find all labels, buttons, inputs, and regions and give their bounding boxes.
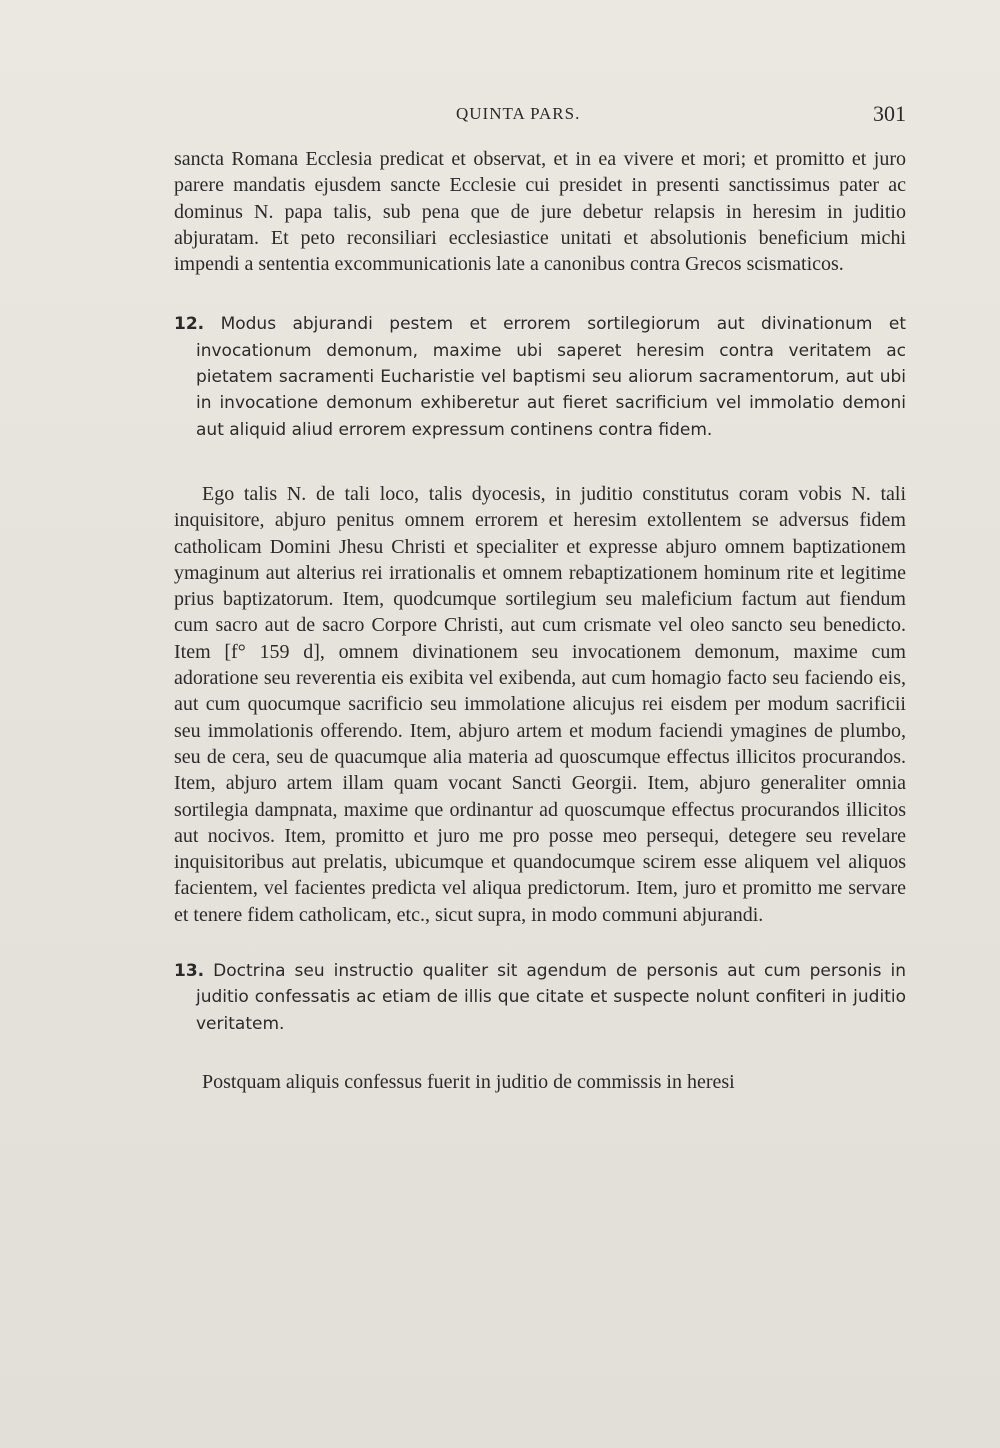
section-12-heading xyxy=(174,311,906,442)
page-body xyxy=(174,146,906,1095)
paragraph-postquam: Postquam aliquis confessus fuerit in juditio de commissis in heresi xyxy=(202,1070,735,1093)
paragraph-continuation: sancta Romana Ecclesia predicat et observat, et in ea vivere et mori; et promitto et juro parere mandatis ejusdem sancte Ecclesie cui presidet in presenti sanctissimus pater ac dominus N. papa talis, sub pena que de jure debetur relapsis in heresim in juditio abjuratam. Et peto reconsiliari ecclesiastice unitati et absolutionis beneficium michi impendi a sententia excommunicationis late a canonibus contra Grecos scismaticos. xyxy=(174,148,906,276)
section-12-title: Modus abjurandi pestem et errorem sortilegiorum aut divinationum et invocationum demonum, maxime ubi saperet heresim contra veritatem ac pietatem sacramenti Eucharistie vel baptismi seu aliorum sacramentorum, aut ubi in invocatione demonum exhiberetur aut fieret sacrificium vel immolatio demoni aut aliquid aliud errorem expressum continens contra fidem. xyxy=(196,314,906,440)
section-13-heading xyxy=(174,958,906,1037)
page-number: 301 xyxy=(873,101,906,126)
abjuration-formula-paragraph: Ego talis N. de tali loco, talis dyocesis, in juditio constitutus coram vobis N. tali inquisitore, abjuro penitus omnem errorem et heresim extollentem se adversus fidem catholicam Domini Jhesu Christi et specialiter et expresse abjuro omnem baptizationem ymaginum aut alterius rei irrationalis et omnem rebaptizationem hominum rite et legitime prius baptizatorum. Item, quodcumque sortilegium seu maleficium factum aut fiendum cum sacro aut de sacro Corpore Christi, aut cum crismate vel oleo sancto seu benedicto. Item [f° 159 d], omnem divinationem seu invocationem demonum, maxime cum adoratione seu reverentia eis exibita vel exibenda, aut cum homagio facto seu faciendo eis, aut cum quocumque sacrificio seu immolatione alicujus rei eisdem per modum sacrificii seu immolationis offerendo. Item, abjuro artem et modum faciendi ymagines de plumbo, seu de cera, seu de quacumque alia materia ad quoscumque effectus illicitos procurandos. Item, abjuro artem illam quam vocant Sancti Georgii. Item, abjuro generaliter omnia sortilegia dampnata, maxime que ordinantur ad quoscumque effectus procurandos illicitos aut nocivos. Item, promitto et juro me pro posse meo persequi, detegere seu revelare inquisitoribus aut prelatis, ubicumque et quandocumque scirem esse aliquem vel aliquos facientem, vel facientes predicta vel aliqua predictorum. Item, juro et promitto me servare et tenere fidem catholicam, etc., sicut supra, in modo communi abjurandi. xyxy=(174,482,906,926)
running-title: QUINTA PARS. xyxy=(456,104,581,123)
section-13-number: 13. xyxy=(174,961,205,982)
section-13-title: Doctrina seu instructio qualiter sit agendum de personis aut cum personis in juditio confessatis ac etiam de illis que citate et suspecte nolunt confiteri in juditio veritatem. xyxy=(196,961,906,1034)
page-header xyxy=(176,101,906,134)
section-12-number: 12. xyxy=(174,314,205,335)
